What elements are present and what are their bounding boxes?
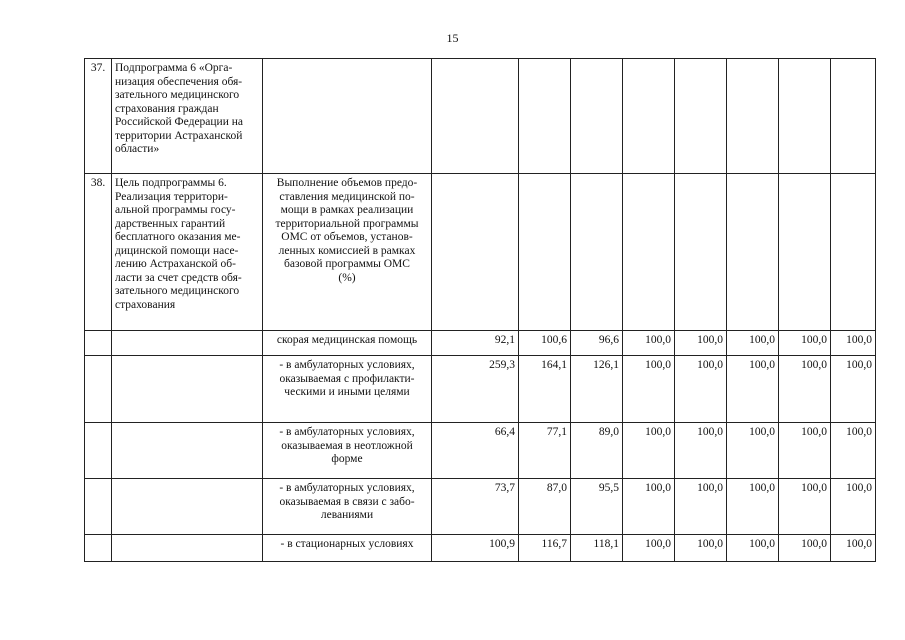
value-cell: 100,0 xyxy=(727,479,779,535)
value-cell xyxy=(623,174,675,331)
text-line: Подпрограмма 6 «Орга- xyxy=(115,62,233,74)
value-cell: 116,7 xyxy=(519,535,571,562)
text-line: территориальной программы xyxy=(275,217,419,230)
program-name-cell xyxy=(112,535,263,562)
value-cell xyxy=(571,174,623,331)
text-line: оказываемая в связи с забо- xyxy=(279,495,415,508)
row-number-cell: 37. xyxy=(85,59,112,174)
text-line: ОМС от объемов, установ- xyxy=(281,231,413,243)
text-line: страхования xyxy=(115,298,176,311)
indicator-cell xyxy=(263,59,432,174)
value-cell: 126,1 xyxy=(571,356,623,423)
text-line: дицинской помощи насе- xyxy=(115,244,239,257)
value-cell: 100,0 xyxy=(727,423,779,479)
table-row xyxy=(85,59,876,174)
indicators-table xyxy=(84,58,876,562)
text-line: Выполнение объемов предо- xyxy=(276,177,418,189)
value-cell: 100,6 xyxy=(519,331,571,356)
text-line: - в амбулаторных условиях, xyxy=(279,359,415,371)
value-cell xyxy=(519,59,571,174)
value-cell: 73,7 xyxy=(432,479,519,535)
value-cell xyxy=(727,59,779,174)
text-line: страхования граждан xyxy=(115,102,219,115)
value-cell: 259,3 xyxy=(432,356,519,423)
value-cell xyxy=(675,174,727,331)
value-cell: 100,0 xyxy=(675,423,727,479)
text-line: территории Астраханской xyxy=(115,129,243,142)
value-cell xyxy=(519,174,571,331)
page-number: 15 xyxy=(446,31,459,45)
value-cell xyxy=(675,59,727,174)
value-cell: 77,1 xyxy=(519,423,571,479)
value-cell: 100,0 xyxy=(727,535,779,562)
value-cell: 92,1 xyxy=(432,331,519,356)
text-line: низация обеспечения обя- xyxy=(115,75,243,88)
value-cell: 96,6 xyxy=(571,331,623,356)
text-line: Цель подпрограммы 6. xyxy=(115,177,227,189)
value-cell: 66,4 xyxy=(432,423,519,479)
value-cell xyxy=(432,59,519,174)
row-number-cell xyxy=(85,423,112,479)
value-cell: 164,1 xyxy=(519,356,571,423)
text-line: зательного медицинского xyxy=(115,285,240,297)
value-cell: 100,0 xyxy=(831,423,876,479)
text-line: оказываемая с профилакти- xyxy=(279,372,415,385)
text-line: леваниями xyxy=(320,509,374,521)
table-row xyxy=(85,174,876,331)
value-cell: 95,5 xyxy=(571,479,623,535)
text-line: - в амбулаторных условиях, xyxy=(279,426,415,438)
value-cell: 100,0 xyxy=(623,331,675,356)
text-line: форме xyxy=(331,453,363,465)
text-line: ставления медицинской по- xyxy=(279,190,415,203)
value-cell: 118,1 xyxy=(571,535,623,562)
indicator-cell xyxy=(263,423,432,479)
text-line: оказываемая в неотложной xyxy=(281,439,413,452)
value-cell: 100,0 xyxy=(727,331,779,356)
program-name-cell xyxy=(112,423,263,479)
row-number-cell xyxy=(85,479,112,535)
value-cell: 100,0 xyxy=(779,423,831,479)
value-cell: 100,0 xyxy=(779,331,831,356)
value-cell: 100,0 xyxy=(779,535,831,562)
value-cell: 100,0 xyxy=(623,356,675,423)
text-line: скорая медицинская помощь xyxy=(276,334,418,346)
value-cell xyxy=(623,59,675,174)
indicator-cell xyxy=(263,174,432,331)
value-cell: 87,0 xyxy=(519,479,571,535)
row-number-cell xyxy=(85,331,112,356)
value-cell: 100,0 xyxy=(675,331,727,356)
value-cell xyxy=(831,174,876,331)
value-cell: 100,0 xyxy=(831,479,876,535)
table-body xyxy=(85,59,876,562)
value-cell: 100,0 xyxy=(831,356,876,423)
indicator-cell xyxy=(263,331,432,356)
program-name-cell xyxy=(112,356,263,423)
value-cell: 100,0 xyxy=(623,535,675,562)
value-cell xyxy=(779,174,831,331)
text-line: области» xyxy=(115,143,160,155)
program-name-cell xyxy=(112,59,263,174)
text-line: альной программы госу- xyxy=(115,204,236,216)
program-name-cell xyxy=(112,331,263,356)
text-line: мощи в рамках реализации xyxy=(280,204,414,216)
table-row xyxy=(85,356,876,423)
program-name-cell xyxy=(112,174,263,331)
value-cell: 100,0 xyxy=(779,356,831,423)
table-row xyxy=(85,331,876,356)
row-number-cell xyxy=(85,356,112,423)
value-cell xyxy=(727,174,779,331)
value-cell: 100,0 xyxy=(675,535,727,562)
value-cell xyxy=(432,174,519,331)
value-cell: 100,0 xyxy=(727,356,779,423)
table-row xyxy=(85,535,876,562)
text-line: Российской Федерации на xyxy=(115,116,243,128)
table-row xyxy=(85,423,876,479)
row-number-cell: 38. xyxy=(85,174,112,331)
value-cell xyxy=(831,59,876,174)
value-cell xyxy=(571,59,623,174)
text-line: ческими и иными целями xyxy=(284,386,410,398)
text-line: зательного медицинского xyxy=(115,89,240,101)
value-cell: 100,0 xyxy=(623,423,675,479)
indicator-cell xyxy=(263,356,432,423)
text-line: бесплатного оказания ме- xyxy=(115,231,241,243)
text-line: Реализация территори- xyxy=(115,190,228,203)
indicator-cell xyxy=(263,535,432,562)
value-cell: 100,0 xyxy=(831,535,876,562)
text-line: - в стационарных условиях xyxy=(280,538,414,550)
row-number-cell xyxy=(85,535,112,562)
program-name-cell xyxy=(112,479,263,535)
value-cell: 100,9 xyxy=(432,535,519,562)
text-line: дарственных гарантий xyxy=(115,217,226,230)
value-cell xyxy=(779,59,831,174)
text-line: ласти за счет средств обя- xyxy=(115,271,242,284)
text-line: ленных комиссией в рамках xyxy=(278,244,416,257)
value-cell: 100,0 xyxy=(623,479,675,535)
text-line: - в амбулаторных условиях, xyxy=(279,482,415,494)
table-row xyxy=(85,479,876,535)
value-cell: 100,0 xyxy=(831,331,876,356)
text-line: лению Астраханской об- xyxy=(115,258,236,270)
indicator-cell xyxy=(263,479,432,535)
value-cell: 100,0 xyxy=(675,479,727,535)
value-cell: 89,0 xyxy=(571,423,623,479)
text-line: (%) xyxy=(338,271,356,284)
value-cell: 100,0 xyxy=(675,356,727,423)
value-cell: 100,0 xyxy=(779,479,831,535)
text-line: базовой программы ОМС xyxy=(284,258,410,270)
